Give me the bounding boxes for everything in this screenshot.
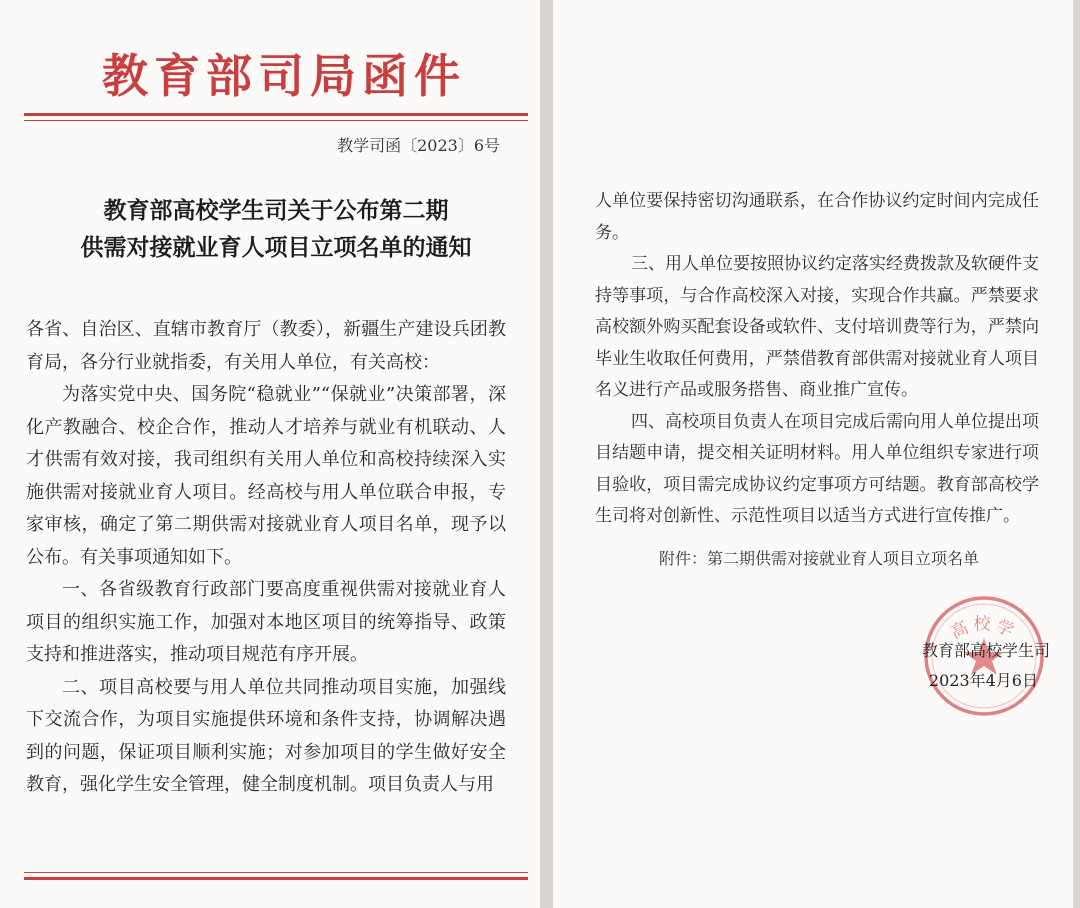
- attachment-note: 附件：第二期供需对接就业育人项目立项名单: [659, 549, 980, 568]
- footer-rule-thick: [24, 877, 528, 880]
- intro-paragraph: 为落实党中央、国务院“稳就业”“保就业”决策部署，深化产教融合、校企合作，推动人才培养与就业有机联动、人才供需有效对接，我司组织有关用人单位和高校持续深入实施供需对接就业育人项目。经高校与用人单位联合申报，专家审核，确定了第二期供需对接就业育人项目名单，现予以公布。有关事项通知如下。: [26, 384, 506, 568]
- document-number: 教学司函〔2023〕6号: [337, 136, 500, 155]
- letterhead-rule-thin: [24, 120, 528, 121]
- footer-rule-thin: [24, 872, 528, 873]
- seal-text: 高校学: [947, 614, 1021, 644]
- letter-page-2: [553, 0, 1073, 908]
- notice-title-line-2: 供需对接就业育人项目立项名单的通知: [80, 234, 472, 261]
- signer-name: 教育部高校学生司: [921, 641, 1050, 660]
- letter-body-right: [595, 186, 1039, 533]
- item-1-paragraph: 一、各省级教育行政部门要高度重视供需对接就业育人项目的组织实施工作，加强对本地区项目的统筹指导、政策支持和推进落实，推动项目规范有序开展。: [26, 579, 506, 665]
- item-4-paragraph: 四、高校项目负责人在项目完成后需向用人单位提出项目结题申请，提交相关证明材料。用人单位组织专家进行项目验收，项目需完成协议约定事项方可结题。教育部高校学生司将对创新性、示范性项目以适当方式进行宣传推广。: [595, 411, 1039, 526]
- item-2-paragraph-part-1: 二、项目高校要与用人单位共同推动项目实施，加强线下交流合作，为项目实施提供环境和条件支持，协调解决遇到的问题，保证项目顺利实施；对参加项目的学生做好安全教育，强化学生安全管理，健全制度机制。项目负责人与用: [26, 676, 506, 795]
- item-2-paragraph-part-2: 人单位要保持密切沟通联系，在合作协议约定时间内完成任务。: [595, 191, 1039, 243]
- letterhead-title: 教育部司局函件: [102, 49, 466, 103]
- notice-title: [24, 192, 528, 266]
- letterhead-rule-thick: [24, 113, 528, 116]
- letter-body-left: [26, 314, 506, 802]
- addressee-paragraph: 各省、自治区、直辖市教育厅（教委），新疆生产建设兵团教育局，各分行业就指委，有关用人单位，有关高校：: [26, 319, 506, 373]
- item-3-paragraph: 三、用人单位要按照协议约定落实经费拨款及软硬件支持等事项，与合作高校深入对接，实现合作共赢。严禁要求高校额外购买配套设备或软件、支付培训费等行为，严禁向毕业生收取任何费用，严禁借教育部供需对接就业育人项目名义进行产品或服务搭售、商业推广宣传。: [595, 254, 1039, 400]
- signature-date: 2023年4月6日: [928, 671, 1038, 690]
- notice-title-line-1: 教育部高校学生司关于公布第二期: [103, 197, 449, 224]
